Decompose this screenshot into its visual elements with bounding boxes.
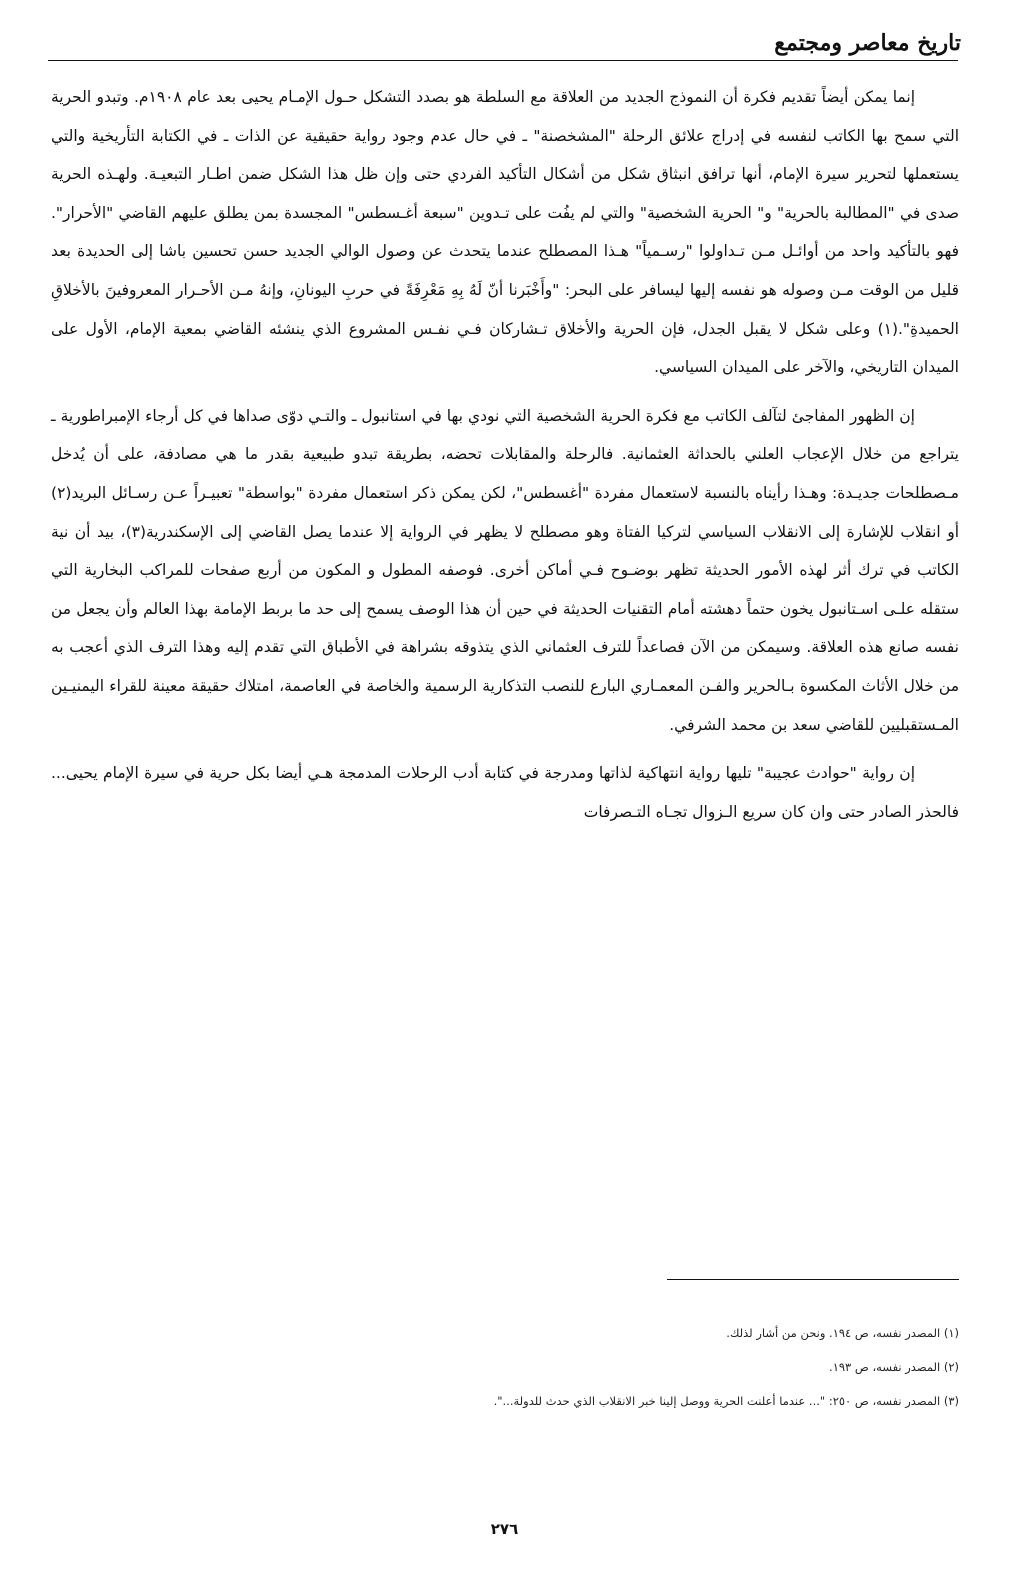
header-divider (48, 60, 958, 61)
footnote-3: (٣) المصدر نفسه، ص ٢٥٠: "... عندما أعلنت الحرية ووصل إلينا خبر الانقلاب الذي حدث للدولة...". (493, 1394, 959, 1408)
paragraph-2: إن الظهور المفاجئ لتآلف الكاتب مع فكرة الحرية الشخصية التي نودي بها في استانبول ـ والتـي دوّى صداها في كل أرجاء الإمبراطورية ـ يتراجع من خلال الإعجاب العلني بالحداثة العثمانية. فالرحلة والمقابلات تحضه، بطريقة تبدو طبيعية بقدر ما هي مصادفة، على أن يُدخل مـصطلحات جديـدة: وهـذا رأيناه بالنسبة لاستعمال مفردة "أغسطس"، لكن يمكن ذكر استعمال مفردة "بواسطة" تعبيـراً عـن رسـائل البريد(٢) أو انقلاب للإشارة إلى الانقلاب السياسي لتركيا الفتاة وهو مصطلح لا يظهر في الرواية إلا عندما يصل القاضي إلى الإسكندرية(٣)، بيد أن نية الكاتب في ترك أثر لهذه الأمور الحديثة تظهر بوضـوح فـي أماكن أخرى. فوصفه المطول و المكون من أربع صفحات للمراكب البخارية التي ستقله علـى اسـتانبول يخون حتماً دهشته أمام التقنيات الحديثة في حين أن هذا الوصف يسمح إلى حد ما بربط الإمامة بهذا العالم وأن يجعل من نفسه صانع هذه العلاقة. وسيمكن من الآن فصاعداً للترف العثماني الذي يتذوقه بشراهة في الأطباق التي تقدم إليه وهذا الترف الذي أعجب به من خلال الأثاث المكسوة بـالحرير والفـن المعمـاري البارع للنصب التذكارية الرسمية والخاصة في العاصمة، امتلاك حقيقة معينة للقراء اليمنيـين المـستقبليين للقاضي سعد بن محمد الشرفي. (51, 406, 960, 734)
running-header-title: تاريخ معاصر ومجتمع (774, 30, 961, 56)
footnotes (59, 1316, 959, 1418)
page-number: ٢٧٦ (490, 1520, 519, 1538)
paragraph-3: إن رواية "حوادث عجيبة" تليها رواية انتهاكية لذاتها ومدرجة في كتابة أدب الرحلات المدمجة هـي أيضا بكل حرية في سيرة الإمام يحيى... فالحذر الصادر حتى وان كان سريع الـزوال تجـاه التـصرفات (51, 764, 959, 821)
body-text (51, 78, 959, 831)
footnote-2: (٢) المصدر نفسه، ص ١٩٣. (829, 1360, 959, 1374)
footnote-1: (١) المصدر نفسه، ص ١٩٤. ونحن من أشار لذلك. (726, 1326, 959, 1340)
paragraph-1: إنما يمكن أيضاً تقديم فكرة أن النموذج الجديد من العلاقة مع السلطة هو بصدد التشكل حـول الإمـام يحيى بعد عام ١٩٠٨م. وتبدو الحرية التي سمح بها الكاتب لنفسه في إدراج علائق الرحلة "المشخصنة" ـ في حال عدم وجود رواية حقيقية عن الذات ـ في الكتابة التأريخية والتي يستعملها لتحرير سيرة الإمام، أنها ترافق انبثاق شكل من أشكال التأكيد الفردي حتى وإن ظل هذا الشكل ضمن اطـار التبعيـة. ولهـذه الحرية صدى في "المطالبة بالحرية" و" الحرية الشخصية" والتي لم يفُت على تـدوين "سبعة أغـسطس" المجسدة بمن يطلق عليهم القاضي "الأحرار". فهو بالتأكيد واحد من أوائـل مـن تـداولوا "رسـمياً" هـذا المصطلح عندما يتحدث عن وصول الوالي الجديد حسن تحسين باشا إلى الحديدة بعد قليل من الوقت مـن وصوله هو نفسه إليها ليسافر على البحر: "وأَخْبَرنا أنّ لَهُ بِهِ مَعْرِفَةً في حربِ اليونانِ، وإنهُ مـن الأحـرار المعروفينَ بالأخلاقِ الحميدةِ".(١) وعلى شكل لا يقبل الجدل، فإن الحرية والأخلاق تـشاركان فـي نفـس المشروع الذي ينشئه القاضي بمعية الإمام، الأول على الميدان التاريخي، والآخر على الميدان السياسي. (51, 88, 959, 377)
footnote-divider (667, 1279, 959, 1280)
